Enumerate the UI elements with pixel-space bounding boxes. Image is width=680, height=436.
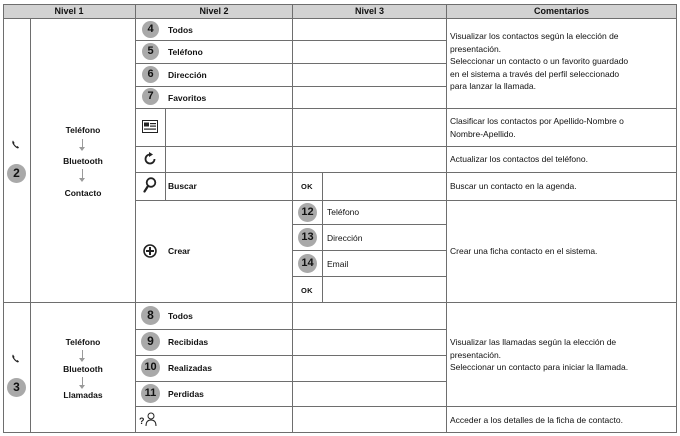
level1-path-contacto: Contacto	[64, 188, 102, 198]
menu-item-buscar[interactable]: Buscar	[168, 181, 197, 191]
header-level3: Nivel 3	[354, 6, 385, 16]
vline-level3	[292, 4, 293, 433]
level1-path-phone: Teléfono	[65, 337, 101, 347]
menu-item-direccion[interactable]: Dirección	[168, 70, 207, 80]
comment-details: Acceder a los detalles de la ficha de contacto.	[450, 415, 623, 425]
refresh-icon[interactable]	[143, 152, 157, 166]
border-top	[3, 4, 676, 5]
arrow-down	[82, 169, 83, 178]
row-line	[292, 224, 446, 225]
level1-path-bluetooth: Bluetooth	[63, 364, 103, 374]
submenu-item-email[interactable]: Email	[327, 259, 349, 269]
menu-item-recibidas[interactable]: Recibidas	[168, 337, 209, 347]
svg-text:?: ?	[139, 416, 145, 426]
arrow-down	[82, 350, 83, 358]
arrow-down	[82, 139, 83, 147]
level1-badge: 2	[7, 164, 26, 183]
submenu-item-telefono[interactable]: Teléfono	[327, 207, 360, 217]
row-line	[135, 406, 676, 407]
row-line	[135, 381, 446, 382]
row-number-badge: 10	[141, 358, 160, 377]
menu-item-todos[interactable]: Todos	[168, 311, 193, 321]
phone-icon	[10, 353, 21, 364]
comment-contact-list: Visualizar los contactos según la elección de presentación. Seleccionar un contacto o un favorito guardado en el sistema a través del perfil seleccionado para lanzar la llamada.	[450, 31, 629, 91]
comment-call-list: Visualizar las llamadas según la elección de presentación. Seleccionar un contacto para iniciar la llamada.	[450, 337, 629, 372]
arrow-down	[82, 377, 83, 385]
row-line	[135, 40, 446, 41]
header-level1: Nivel 1	[54, 6, 84, 16]
row-line	[292, 250, 446, 251]
border-bottom	[3, 432, 677, 433]
comment-create: Crear una ficha contacto en el sistema.	[450, 246, 598, 256]
menu-item-telefono[interactable]: Teléfono	[168, 47, 203, 57]
row-number-badge: 14	[298, 254, 317, 273]
row-number-badge: 11	[141, 384, 160, 403]
arrow-down-head	[79, 358, 85, 362]
level1-badge: 3	[7, 378, 26, 397]
vline-level2	[135, 4, 136, 433]
comment-search: Buscar un contacto en la agenda.	[450, 181, 577, 191]
arrow-down-head	[79, 178, 85, 182]
row-line	[135, 329, 446, 330]
row-line	[292, 276, 446, 277]
vline-level2-icon	[165, 108, 166, 200]
row-line	[135, 200, 676, 201]
ok-button[interactable]: OK	[301, 286, 313, 295]
row-number-badge: 7	[142, 88, 159, 105]
phone-icon	[10, 139, 21, 150]
border-left	[3, 4, 4, 433]
arrow-down-head	[79, 147, 85, 151]
menu-item-realizadas[interactable]: Realizadas	[168, 363, 212, 373]
menu-item-perdidas[interactable]: Perdidas	[168, 389, 204, 399]
section-divider	[3, 302, 676, 303]
header-level2: Nivel 2	[199, 6, 229, 16]
vline-level3-inner	[322, 172, 323, 302]
menu-item-crear[interactable]: Crear	[168, 246, 191, 256]
border-right	[676, 4, 677, 433]
menu-item-todos[interactable]: Todos	[168, 25, 193, 35]
row-line	[135, 63, 446, 64]
level1-path-phone: Teléfono	[65, 125, 101, 135]
row-number-badge: 4	[142, 21, 159, 38]
comment-refresh: Actualizar los contactos del teléfono.	[450, 154, 588, 164]
contact-details-icon[interactable]	[139, 411, 159, 427]
row-number-badge: 5	[142, 43, 159, 60]
row-number-badge: 9	[141, 332, 160, 351]
search-icon[interactable]	[143, 177, 157, 193]
row-line	[135, 355, 446, 356]
submenu-item-direccion[interactable]: Dirección	[327, 233, 363, 243]
level1-path-llamadas: Llamadas	[63, 390, 103, 400]
row-number-badge: 8	[141, 306, 160, 325]
row-line	[135, 172, 676, 173]
menu-item-favoritos[interactable]: Favoritos	[168, 93, 207, 103]
vline-comments	[446, 4, 447, 433]
sort-list-icon[interactable]	[142, 120, 158, 133]
row-line	[135, 146, 676, 147]
level1-path-bluetooth: Bluetooth	[63, 156, 103, 166]
header-comments: Comentarios	[533, 6, 589, 16]
row-number-badge: 6	[142, 66, 159, 83]
row-number-badge: 12	[298, 203, 317, 222]
header-bottom	[3, 18, 676, 19]
row-number-badge: 13	[298, 228, 317, 247]
row-line	[135, 108, 676, 109]
row-line	[135, 86, 446, 87]
comment-sort: Clasificar los contactos por Apellido-Nombre o Nombre-Apellido.	[450, 116, 624, 139]
add-icon[interactable]	[143, 244, 157, 258]
ok-button[interactable]: OK	[301, 182, 313, 191]
